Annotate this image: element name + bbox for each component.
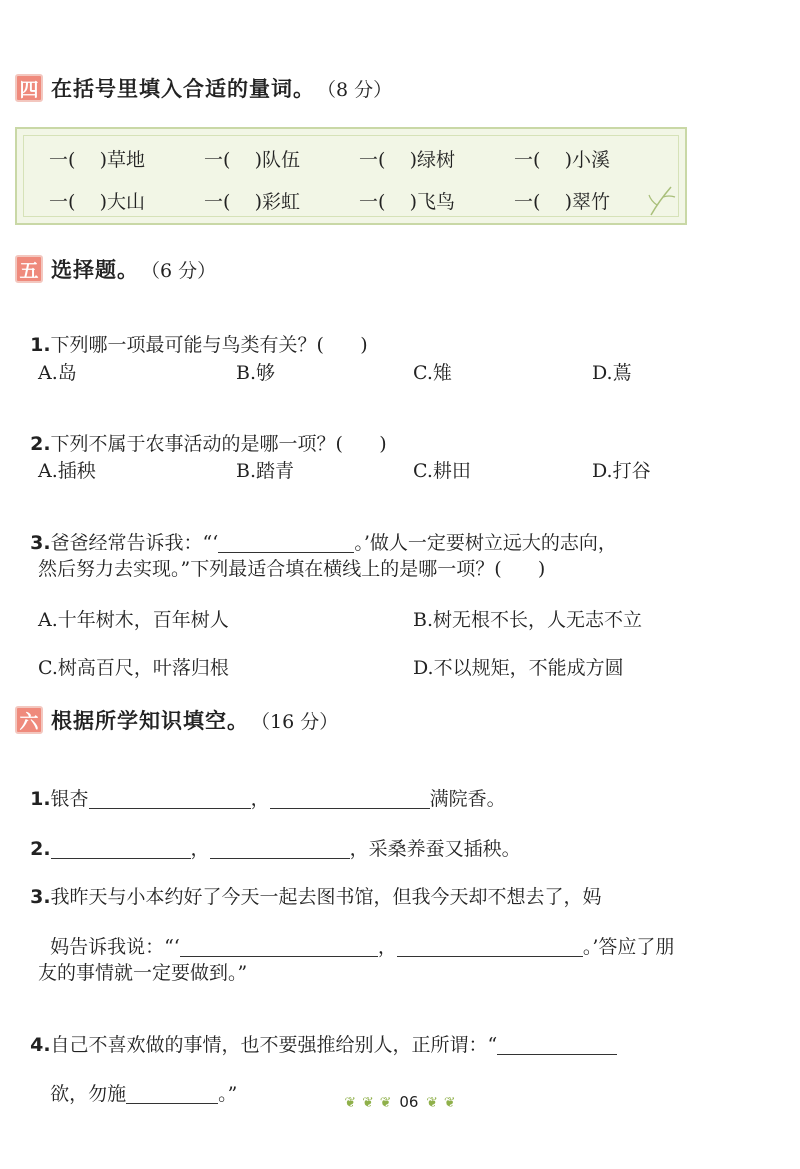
measure-word-box [15,127,687,225]
question-text: ，采桑养蚕又插秧。 [349,838,521,860]
option-d: D.打谷 [592,460,651,482]
answer-blank[interactable] [270,788,430,809]
leaf-decoration-icon: ❦ [362,1095,374,1111]
measure-word-item: 一( )飞鸟 [359,191,455,213]
question-number: 4. [30,1034,51,1056]
page-number: 06 [399,1093,419,1111]
sprig-decoration-icon [645,181,679,217]
page-footer [0,1093,800,1111]
question-text-line [38,910,674,959]
question-number: 2. [30,838,51,860]
leaf-decoration-icon: ❦ [379,1095,392,1111]
section-title: 在括号里填入合适的量词。 [51,77,315,101]
option-c: C.雉 [413,362,452,384]
question-text: 欲，勿施 [50,1083,127,1105]
section-5-header [15,254,216,284]
leaf-decoration-icon: ❦ [426,1095,438,1111]
question-text: 下列不属于农事活动的是哪一项？( ) [50,433,387,455]
question-text: ， [377,936,397,958]
section-number-badge: 四 [15,74,43,102]
question-text: 。” [218,1083,238,1105]
measure-word-item: 一( )队伍 [204,149,300,171]
section-6-header [15,705,338,735]
section-number-badge: 六 [15,706,43,734]
answer-blank[interactable] [180,936,378,957]
measure-word-item: 一( )翠竹 [514,191,610,213]
question-text: 。’答应了朋 [582,936,675,958]
question-text: 。’做人一定要树立远大的志向， [354,532,617,554]
measure-word-item: 一( )绿树 [359,149,455,171]
question-text-line: 友的事情就一定要做到。” [38,962,248,984]
answer-blank[interactable] [210,838,350,859]
section-score: （16 分） [251,710,339,733]
question-text: 爸爸经常告诉我：“‘ [50,532,219,554]
section-title: 根据所学知识填空。 [51,709,249,733]
question-text: 我昨天与小本约好了今天一起去图书馆，但我今天却不想去了，妈 [50,886,602,908]
measure-word-item: 一( )草地 [49,149,145,171]
option-b: B.踏青 [236,460,295,482]
answer-blank[interactable] [218,532,354,553]
section-score: （6 分） [141,259,217,282]
section-score: （8 分） [317,78,393,101]
question-number: 2. [30,433,51,455]
answer-blank[interactable] [397,936,583,957]
question-1 [18,308,368,357]
question-3 [18,506,617,555]
option-d: D.蔦 [592,362,632,384]
fill-question-4 [18,1008,617,1057]
question-text: 满院香。 [429,788,506,810]
section-number-badge: 五 [15,255,43,283]
fill-question-2 [18,812,521,861]
measure-word-row [49,145,669,172]
measure-word-row [49,187,669,214]
question-text: ， [250,788,270,810]
measure-word-item: 一( )彩虹 [204,191,300,213]
section-title: 选择题。 [51,258,139,282]
question-text: 自己不喜欢做的事情，也不要强推给别人，正所谓：“ [50,1034,498,1056]
question-text: 妈告诉我说：“‘ [50,936,180,958]
option-b: B.树无根不长，人无志不立 [413,609,643,631]
measure-word-item: 一( )大山 [49,191,145,213]
fill-question-3 [18,860,602,909]
leaf-decoration-icon: ❦ [344,1095,357,1111]
option-c: C.耕田 [413,460,471,482]
option-c: C.树高百尺，叶落归根 [38,657,229,679]
answer-blank[interactable] [51,838,191,859]
option-a: A.十年树木，百年树人 [38,609,229,631]
question-text-line: 然后努力去实现。”下列最适合填在横线上的是哪一项？( ) [38,558,546,580]
question-number: 1. [30,334,51,356]
question-text: ， [190,838,210,860]
fill-question-1 [18,762,506,811]
leaf-decoration-icon: ❦ [443,1095,456,1111]
question-number: 3. [30,532,51,554]
question-number: 3. [30,886,51,908]
option-b: B.够 [236,362,276,384]
question-text: 下列哪一项最可能与鸟类有关？( ) [50,334,368,356]
question-2 [18,407,387,456]
section-4-header [15,73,392,103]
question-text: 银杏 [50,788,89,810]
option-a: A.岛 [38,362,77,384]
option-a: A.插秧 [38,460,96,482]
answer-blank[interactable] [497,1034,617,1055]
option-d: D.不以规矩，不能成方圆 [413,657,624,679]
measure-word-item: 一( )小溪 [514,149,610,171]
answer-blank[interactable] [89,788,251,809]
question-number: 1. [30,788,51,810]
